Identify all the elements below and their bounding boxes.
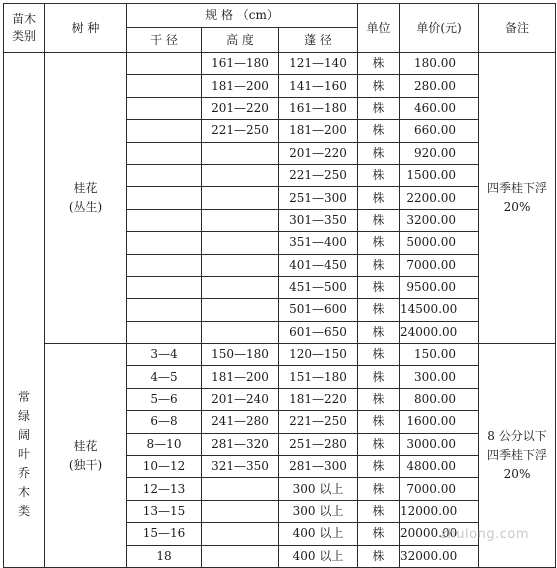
header-unit-price: 单价(元) bbox=[400, 4, 479, 53]
price-cell: 2200.00 bbox=[400, 187, 479, 209]
price-cell: 3200.00 bbox=[400, 209, 479, 231]
unit-cell: 株 bbox=[358, 53, 400, 75]
header-height: 高 度 bbox=[202, 28, 279, 53]
trunk-cell: 10—12 bbox=[127, 456, 202, 478]
height-cell bbox=[202, 187, 279, 209]
trunk-cell bbox=[127, 299, 202, 321]
trunk-cell bbox=[127, 142, 202, 164]
table-body bbox=[4, 53, 556, 568]
crown-cell: 281—300 bbox=[279, 456, 358, 478]
height-cell bbox=[202, 321, 279, 343]
unit-cell: 株 bbox=[358, 75, 400, 97]
remark-line: 四季桂下浮 bbox=[487, 448, 548, 463]
species-line: (独干) bbox=[68, 457, 103, 472]
price-cell: 9500.00 bbox=[400, 276, 479, 298]
unit-cell: 株 bbox=[358, 254, 400, 276]
height-cell: 241—280 bbox=[202, 411, 279, 433]
price-cell: 1600.00 bbox=[400, 411, 479, 433]
crown-cell: 451—500 bbox=[279, 276, 358, 298]
category-char: 木 bbox=[17, 485, 30, 500]
price-cell: 660.00 bbox=[400, 120, 479, 142]
unit-cell: 株 bbox=[358, 545, 400, 567]
header-remark: 备注 bbox=[479, 4, 556, 53]
crown-cell: 401—450 bbox=[279, 254, 358, 276]
price-cell: 7000.00 bbox=[400, 254, 479, 276]
price-cell: 800.00 bbox=[400, 388, 479, 410]
remark-cell bbox=[479, 53, 556, 344]
height-cell bbox=[202, 478, 279, 500]
height-cell: 201—220 bbox=[202, 97, 279, 119]
header-crown: 蓬 径 bbox=[279, 28, 358, 53]
price-cell: 24000.00 bbox=[400, 321, 479, 343]
crown-cell: 300 以上 bbox=[279, 500, 358, 522]
price-cell: 5000.00 bbox=[400, 232, 479, 254]
unit-cell: 株 bbox=[358, 344, 400, 366]
trunk-cell bbox=[127, 232, 202, 254]
crown-cell: 161—180 bbox=[279, 97, 358, 119]
header-trunk: 干 径 bbox=[127, 28, 202, 53]
unit-cell: 株 bbox=[358, 276, 400, 298]
height-cell bbox=[202, 142, 279, 164]
unit-cell: 株 bbox=[358, 388, 400, 410]
price-cell: 460.00 bbox=[400, 97, 479, 119]
price-cell: 300.00 bbox=[400, 366, 479, 388]
trunk-cell bbox=[127, 120, 202, 142]
price-cell: 12000.00 bbox=[400, 500, 479, 522]
watermark: zhulong.com bbox=[440, 527, 529, 542]
crown-cell: 141—160 bbox=[279, 75, 358, 97]
header-unit: 单位 bbox=[358, 4, 400, 53]
crown-cell: 120—150 bbox=[279, 344, 358, 366]
crown-cell: 601—650 bbox=[279, 321, 358, 343]
unit-cell: 株 bbox=[358, 411, 400, 433]
trunk-cell: 12—13 bbox=[127, 478, 202, 500]
price-cell: 1500.00 bbox=[400, 164, 479, 186]
header-category: 苗木类别 bbox=[4, 4, 45, 53]
price-cell: 920.00 bbox=[400, 142, 479, 164]
crown-cell: 181—220 bbox=[279, 388, 358, 410]
height-cell: 181—200 bbox=[202, 75, 279, 97]
height-cell bbox=[202, 164, 279, 186]
unit-cell: 株 bbox=[358, 142, 400, 164]
trunk-cell bbox=[127, 254, 202, 276]
unit-cell: 株 bbox=[358, 478, 400, 500]
crown-cell: 351—400 bbox=[279, 232, 358, 254]
unit-cell: 株 bbox=[358, 500, 400, 522]
price-cell: 20000.00 bbox=[400, 523, 479, 545]
height-cell bbox=[202, 254, 279, 276]
price-cell: 150.00 bbox=[400, 344, 479, 366]
height-cell: 221—250 bbox=[202, 120, 279, 142]
price-cell: 180.00 bbox=[400, 53, 479, 75]
trunk-cell: 13—15 bbox=[127, 500, 202, 522]
trunk-cell bbox=[127, 187, 202, 209]
trunk-cell: 8—10 bbox=[127, 433, 202, 455]
seedling-price-table bbox=[3, 3, 556, 568]
remark-line: 20% bbox=[503, 200, 531, 215]
crown-cell: 221—250 bbox=[279, 164, 358, 186]
unit-cell: 株 bbox=[358, 456, 400, 478]
trunk-cell: 6—8 bbox=[127, 411, 202, 433]
species-line: (丛生) bbox=[68, 200, 103, 215]
crown-cell: 501—600 bbox=[279, 299, 358, 321]
price-cell: 3000.00 bbox=[400, 433, 479, 455]
unit-cell: 株 bbox=[358, 523, 400, 545]
crown-cell: 221—250 bbox=[279, 411, 358, 433]
unit-cell: 株 bbox=[358, 299, 400, 321]
height-cell: 161—180 bbox=[202, 53, 279, 75]
unit-cell: 株 bbox=[358, 164, 400, 186]
unit-cell: 株 bbox=[358, 366, 400, 388]
crown-cell: 201—220 bbox=[279, 142, 358, 164]
trunk-cell bbox=[127, 53, 202, 75]
crown-cell: 251—280 bbox=[279, 433, 358, 455]
price-cell: 4800.00 bbox=[400, 456, 479, 478]
crown-cell: 151—180 bbox=[279, 366, 358, 388]
price-cell: 32000.00 bbox=[400, 545, 479, 567]
category-char: 常 bbox=[17, 390, 30, 405]
height-cell bbox=[202, 232, 279, 254]
height-cell: 181—200 bbox=[202, 366, 279, 388]
height-cell bbox=[202, 209, 279, 231]
crown-cell: 121—140 bbox=[279, 53, 358, 75]
height-cell bbox=[202, 545, 279, 567]
crown-cell: 300 以上 bbox=[279, 478, 358, 500]
price-cell: 7000.00 bbox=[400, 478, 479, 500]
height-cell: 281—320 bbox=[202, 433, 279, 455]
trunk-cell bbox=[127, 321, 202, 343]
species-cell bbox=[45, 344, 127, 568]
unit-cell: 株 bbox=[358, 321, 400, 343]
crown-cell: 251—300 bbox=[279, 187, 358, 209]
category-label bbox=[4, 98, 44, 521]
crown-cell: 400 以上 bbox=[279, 545, 358, 567]
unit-cell: 株 bbox=[358, 187, 400, 209]
category-char: 类 bbox=[17, 504, 30, 519]
table-header bbox=[4, 4, 556, 53]
unit-cell: 株 bbox=[358, 97, 400, 119]
price-cell: 280.00 bbox=[400, 75, 479, 97]
price-cell: 14500.00 bbox=[400, 299, 479, 321]
unit-cell: 株 bbox=[358, 209, 400, 231]
height-cell bbox=[202, 523, 279, 545]
table-row bbox=[4, 53, 556, 75]
trunk-cell bbox=[127, 209, 202, 231]
crown-cell: 181—200 bbox=[279, 120, 358, 142]
trunk-cell bbox=[127, 75, 202, 97]
category-cell bbox=[4, 53, 45, 568]
height-cell bbox=[202, 299, 279, 321]
remark-line: 8 公分以下 bbox=[487, 429, 547, 444]
table-row bbox=[4, 344, 556, 366]
height-cell bbox=[202, 500, 279, 522]
species-cell bbox=[45, 53, 127, 344]
crown-cell: 301—350 bbox=[279, 209, 358, 231]
species-line: 桂花 bbox=[73, 181, 98, 196]
category-char: 绿 bbox=[17, 409, 30, 424]
species-line: 桂花 bbox=[73, 438, 98, 453]
trunk-cell bbox=[127, 164, 202, 186]
trunk-cell: 18 bbox=[127, 545, 202, 567]
header-spec-group: 规 格 （cm） bbox=[127, 4, 358, 28]
remark-line: 四季桂下浮 bbox=[487, 181, 548, 196]
trunk-cell: 15—16 bbox=[127, 523, 202, 545]
trunk-cell bbox=[127, 97, 202, 119]
height-cell: 150—180 bbox=[202, 344, 279, 366]
trunk-cell bbox=[127, 276, 202, 298]
unit-cell: 株 bbox=[358, 232, 400, 254]
height-cell: 201—240 bbox=[202, 388, 279, 410]
trunk-cell: 4—5 bbox=[127, 366, 202, 388]
crown-cell: 400 以上 bbox=[279, 523, 358, 545]
remark-line: 20% bbox=[503, 467, 531, 482]
header-species: 树 种 bbox=[45, 4, 127, 53]
category-char: 叶 bbox=[17, 447, 30, 462]
unit-cell: 株 bbox=[358, 433, 400, 455]
category-char: 阔 bbox=[17, 428, 30, 443]
unit-cell: 株 bbox=[358, 120, 400, 142]
trunk-cell: 3—4 bbox=[127, 344, 202, 366]
category-char: 乔 bbox=[17, 466, 30, 481]
height-cell: 321—350 bbox=[202, 456, 279, 478]
trunk-cell: 5—6 bbox=[127, 388, 202, 410]
height-cell bbox=[202, 276, 279, 298]
